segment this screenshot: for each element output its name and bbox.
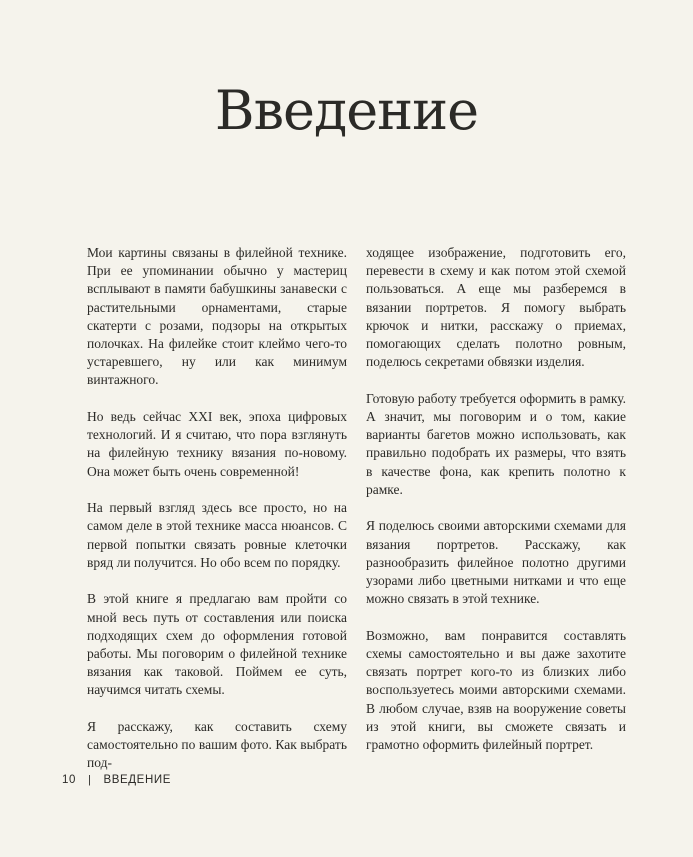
paragraph: В этой книге я предлагаю вам пройти со мной весь путь от составления или поиска подходящих схем до оформления готовой работы. Мы поговорим о филейной технике вязания как таковой. Поймем ее суть, научимся читать схемы. (87, 591, 347, 698)
footer-separator: | (88, 774, 92, 786)
chapter-title: Введение (214, 79, 479, 142)
paragraph: Я поделюсь своими авторскими схемами для вязания портретов. Расскажу, как разнообразить филейное полотно другими узорами либо цветными нитками и что еще можно связать в этой технике. (366, 518, 626, 607)
paragraph: Готовую работу требуется оформить в рамку. А значит, мы поговорим и о том, какие варианты багетов можно использовать, как правильно подобрать их размеры, что взять в качестве фона, как крепить полотно к рамке. (366, 390, 626, 497)
paragraph: На первый взгляд здесь все просто, но на самом деле в этой технике масса нюансов. С первой попытки связать ровные клеточки вряд ли получится. Но обо всем по порядку. (87, 500, 347, 570)
paragraph: Но ведь сейчас XXI век, эпоха цифровых технологий. И я считаю, что пора взглянуть на филейную технику вязания по-новому. Она может быть очень современной! (87, 409, 347, 479)
paragraph: Возможно, вам понравится составлять схемы самостоятельно и вы даже захотите связать портрет кого-то из близких либо воспользуетесь моими авторскими схемами. В любом случае, взяв на вооружение советы из этой книги, вы сможете связать и грамотно оформить филейный портрет. (366, 627, 626, 753)
paragraph: Мои картины связаны в филейной технике. При ее упоминании обычно у мастериц всплывают в памяти бабушкины занавески с растительными орнаментами, старые скатерти с розами, подзоры на открытых полочках. На филейке стоит клеймо чего-то устаревшего, ну или как минимум винтажного. (87, 245, 347, 388)
section-name: ВВЕДЕНИЕ (103, 774, 171, 786)
paragraph: Я расскажу, как составить схему самостоятельно по вашим фото. Как выбрать под- (87, 719, 347, 771)
page-number: 10 (62, 774, 76, 786)
text-column-left (87, 244, 347, 791)
running-footer (62, 774, 171, 786)
paragraph: ходящее изображение, подготовить его, перевести в схему и как потом этой схемой пользоваться. А еще мы разберемся в вязании портретов. Я помогу выбрать крючок и нитки, расскажу о приемах, помогающих сделать полотно ровным, поделюсь секретами обвязки изделия. (366, 245, 626, 370)
text-column-right (366, 244, 626, 773)
